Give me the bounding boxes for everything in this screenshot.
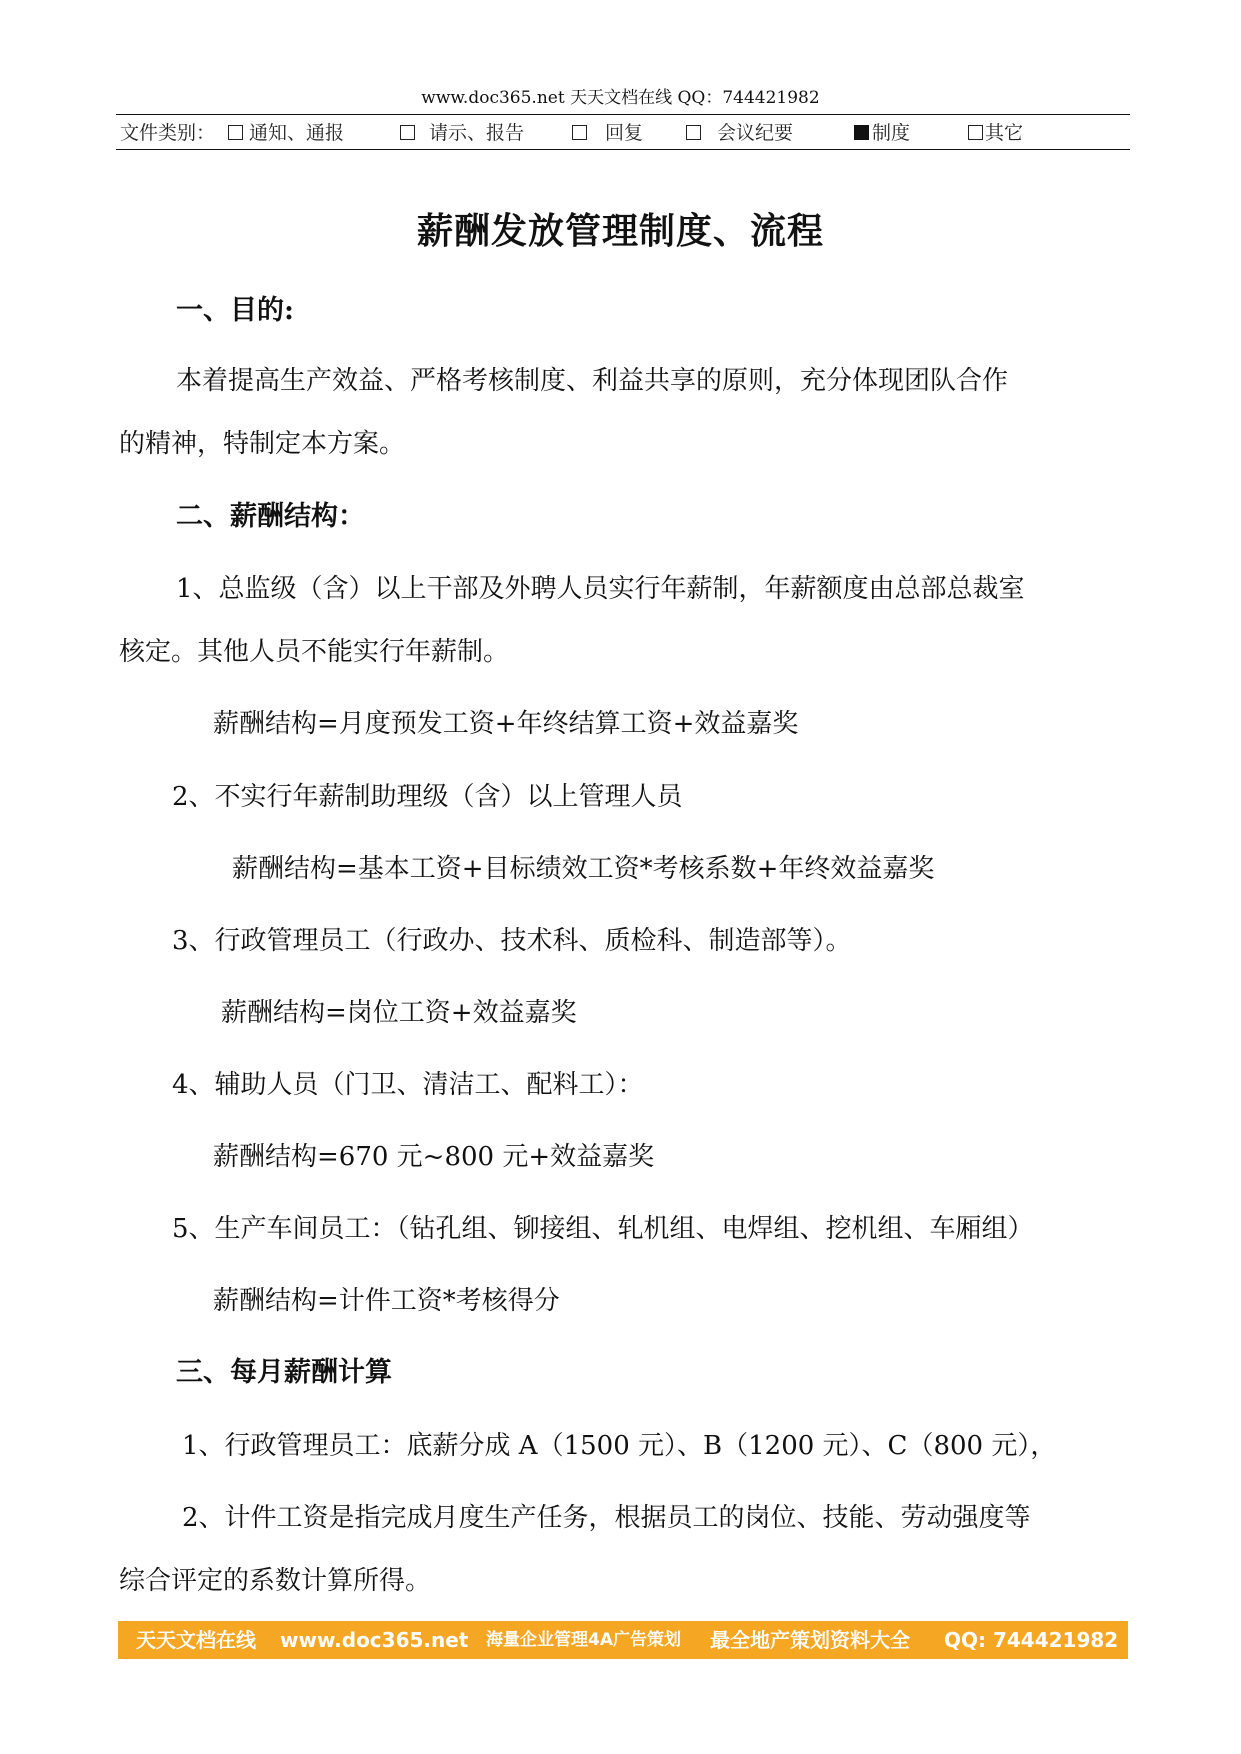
checkbox-icon[interactable] [572,125,587,140]
formula-line: 薪酬结构=670 元~800 元+效益嘉奖 [213,1142,655,1172]
section-heading-monthly: 三、每月薪酬计算 [176,1357,392,1388]
footer-url-link[interactable]: www.doc365.net [280,1628,469,1652]
section-heading-purpose: 一、目的: [176,295,294,326]
formula-line: 薪酬结构=月度预发工资+年终结算工资+效益嘉奖 [213,709,799,739]
formula-line: 薪酬结构=计件工资*考核得分 [213,1286,560,1316]
category-option-label: 请示、报告 [429,122,525,144]
footer-tagline-2: 最全地产策划资料大全 [710,1628,910,1652]
header-top-rule [116,114,1130,115]
list-item: 3、行政管理员工（行政办、技术科、质检科、制造部等）。 [172,926,852,956]
category-option-regulation[interactable] [854,119,910,147]
category-bar [120,119,1130,147]
list-item: 5、生产车间员工：（钻孔组、铆接组、轧机组、电焊组、挖机组、车厢组） [172,1214,1034,1244]
formula-line: 薪酬结构=基本工资+目标绩效工资*考核系数+年终效益嘉奖 [232,854,935,884]
category-option-reply[interactable] [572,119,643,147]
checked-checkbox-icon[interactable] [854,125,869,140]
category-option-label: 通知、通报 [249,122,345,144]
category-option-notice[interactable] [228,119,344,147]
list-item: 4、辅助人员（门卫、清洁工、配料工）： [172,1070,644,1100]
paragraph-line: 的精神，特制定本方案。 [119,429,406,459]
checkbox-icon[interactable] [228,125,243,140]
footer-qq: QQ: 744421982 [944,1628,1119,1652]
list-item-continuation: 核定。其他人员不能实行年薪制。 [119,637,510,667]
category-label: 文件类别： [120,122,216,144]
category-option-request[interactable] [400,119,524,147]
document-title: 薪酬发放管理制度、流程 [416,210,824,252]
category-option-label: 其它 [985,122,1024,144]
category-option-other[interactable] [968,119,1023,147]
paragraph-line: 本着提高生产效益、严格考核制度、利益共享的原则，充分体现团队合作 [176,366,1009,396]
footer-tagline: 海量企业管理4A广告策划 [486,1630,681,1650]
list-item: 1、行政管理员工：底薪分成 A（1500 元）、B（1200 元）、C（800 元）， [182,1431,1057,1461]
list-item: 1、总监级（含）以上干部及外聘人员实行年薪制，年薪额度由总部总裁室 [176,574,1025,604]
site-header-line: www.doc365.net 天天文档在线 QQ：744421982 [421,88,820,108]
checkbox-icon[interactable] [968,125,983,140]
formula-line: 薪酬结构=岗位工资+效益嘉奖 [221,998,577,1028]
list-item: 2、不实行年薪制助理级（含）以上管理人员 [172,782,683,812]
header-bottom-rule [116,149,1130,150]
category-option-minutes[interactable] [686,119,793,147]
list-item-continuation: 综合评定的系数计算所得。 [119,1566,432,1596]
checkbox-icon[interactable] [400,125,415,140]
list-item: 2、计件工资是指完成月度生产任务，根据员工的岗位、技能、劳动强度等 [182,1503,1031,1533]
section-heading-structure: 二、薪酬结构： [176,501,365,532]
checkbox-icon[interactable] [686,125,701,140]
footer-site-name: 天天文档在线 [136,1628,256,1652]
category-option-label: 回复 [605,122,644,144]
footer-banner[interactable] [118,1621,1128,1659]
category-option-label: 制度 [872,122,911,144]
category-option-label: 会议纪要 [717,122,794,144]
